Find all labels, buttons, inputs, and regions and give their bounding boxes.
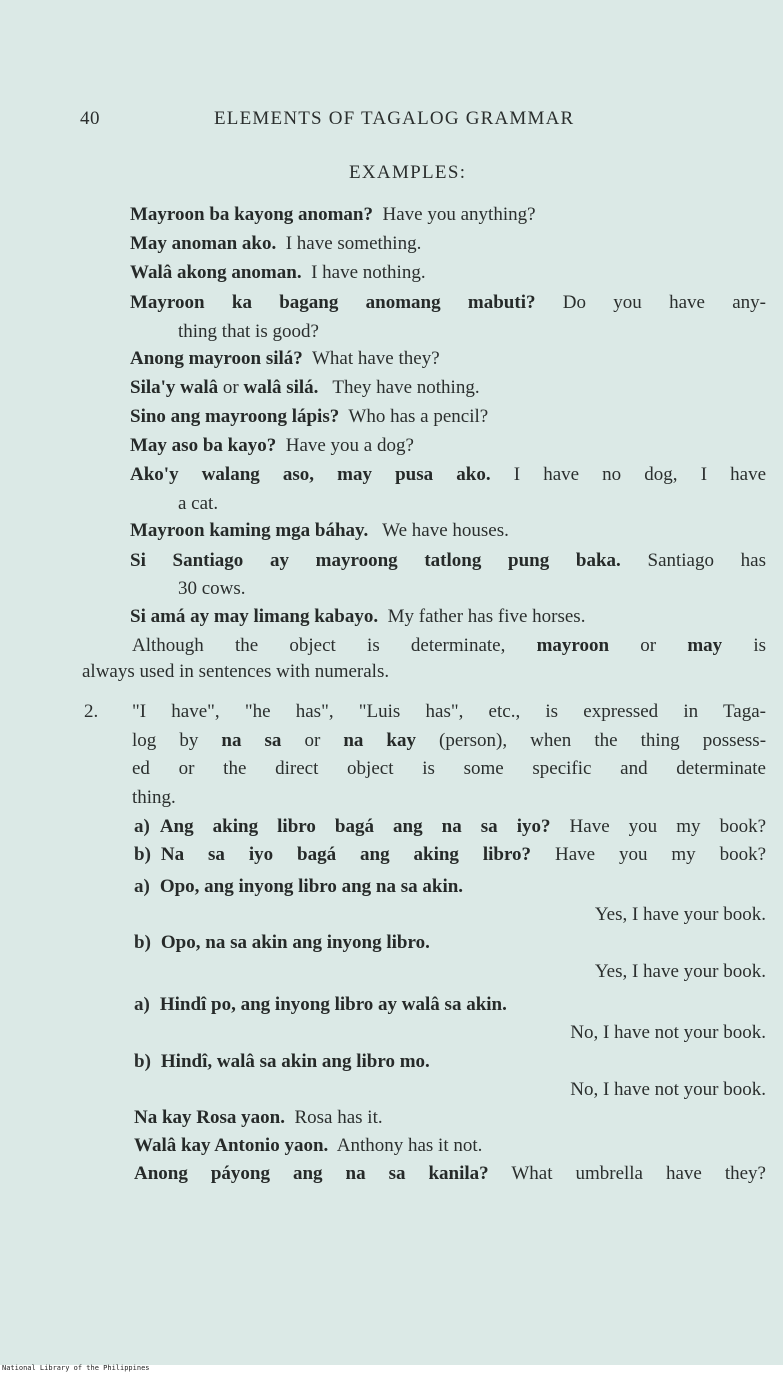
running-title: ELEMENTS OF TAGALOG GRAMMAR [214, 108, 575, 129]
tagalog-text: Sino ang mayroong lápis? [130, 406, 340, 427]
tagalog-text: Mayroon kaming mga báhay. [130, 520, 369, 541]
example-line [130, 463, 766, 487]
tagalog-text: Ako'y walang aso, may pusa ako. [130, 464, 491, 485]
example-continuation: thing that is good? [178, 321, 319, 342]
tagalog-text: Anong mayroon silá? [130, 348, 303, 369]
english-text: I have nothing. [311, 262, 426, 283]
pair-line [134, 1050, 430, 1074]
tagalog-text: Walâ akong anoman. [130, 262, 302, 283]
note-line [132, 634, 766, 658]
english-text: Santiago has [647, 550, 767, 571]
tagalog-text: Walâ kay Antonio yaon. [134, 1135, 329, 1156]
rule-text: (person), when the thing possess- [439, 730, 767, 751]
pair-label: b) [134, 932, 151, 953]
tagalog-text: walâ silá. [243, 377, 319, 398]
example-line [130, 376, 480, 400]
tagalog-text: Si Santiago ay mayroong tatlong pung baka. [130, 550, 621, 571]
english-text: Who has a pencil? [348, 406, 489, 427]
example-continuation: a cat. [178, 493, 219, 514]
english-text: I have something. [285, 233, 422, 254]
example-line [130, 261, 426, 285]
section-heading: EXAMPLES: [349, 162, 467, 183]
pair-translation: No, I have not your book. [570, 1079, 766, 1100]
english-text: Have you a dog? [285, 435, 414, 456]
pair-line [134, 843, 766, 867]
pair-translation: Yes, I have your book. [594, 961, 766, 982]
pair-line [134, 931, 430, 955]
example-line [134, 1134, 482, 1158]
example-line [130, 405, 488, 429]
note-keyword: may [687, 635, 723, 656]
tagalog-text: May anoman ako. [130, 233, 277, 254]
english-text: I have no dog, I have [513, 464, 767, 485]
note-keyword: mayroon [536, 635, 610, 656]
pair-line [134, 875, 463, 899]
english-text: Anthony has it not. [336, 1135, 483, 1156]
english-text: Have you anything? [382, 204, 536, 225]
rule-text: or [304, 730, 321, 751]
english-text: Have you my book? [569, 816, 766, 837]
pair-label: b) [134, 1051, 151, 1072]
example-line [134, 1106, 383, 1130]
example-line [130, 434, 414, 458]
rule-line: "I have", "he has", "Luis has", etc., is expressed in Taga- [132, 701, 766, 722]
pair-translation: Yes, I have your book. [594, 904, 766, 925]
rule-line: thing. [132, 787, 176, 808]
page-number: 40 [80, 108, 100, 129]
note-text: is [753, 635, 767, 656]
tagalog-text: Opo, ang inyong libro ang na sa akin. [159, 876, 464, 897]
pair-label: a) [134, 994, 150, 1015]
example-line [130, 549, 766, 573]
tagalog-text: Sila'y walâ [130, 377, 219, 398]
page-header [0, 108, 783, 136]
english-text: Have you my book? [554, 844, 767, 865]
tagalog-text: Mayroon ka bagang anomang mabuti? [130, 292, 536, 313]
rule-keyword: na kay [343, 730, 416, 751]
tagalog-text: Hindî, walâ sa akin ang libro mo. [160, 1051, 430, 1072]
example-line [134, 1162, 766, 1186]
pair-label: b) [134, 844, 151, 865]
english-text: What have they? [311, 348, 440, 369]
tagalog-text: Mayroon ba kayong anoman? [130, 204, 374, 225]
english-text: We have houses. [382, 520, 509, 541]
tagalog-text: Na sa iyo bagá ang aking libro? [160, 844, 532, 865]
english-text: What umbrella have they? [511, 1163, 766, 1184]
rule-text: log by [132, 730, 199, 751]
tagalog-text: May aso ba kayo? [130, 435, 277, 456]
example-line [130, 519, 509, 543]
pair-label: a) [134, 876, 150, 897]
tagalog-text: Anong páyong ang na sa kanila? [134, 1163, 489, 1184]
pair-translation: No, I have not your book. [570, 1022, 766, 1043]
tagalog-text: Hindî po, ang inyong libro ay walâ sa akin. [159, 994, 507, 1015]
note-line: always used in sentences with numerals. [82, 661, 390, 682]
connector-text: or [218, 377, 244, 398]
library-credit: National Library of the Philippines [2, 1364, 150, 1372]
english-text: They have nothing. [332, 377, 480, 398]
rule-keyword: na sa [221, 730, 282, 751]
rule-line: ed or the direct object is some specific and determinate [132, 758, 766, 779]
rule-number: 2. [84, 701, 99, 722]
pair-line [134, 993, 507, 1017]
rule-line [132, 729, 766, 753]
english-text: Rosa has it. [294, 1107, 383, 1128]
pair-label: a) [134, 816, 150, 837]
note-text: Although the object is determinate, [132, 635, 506, 656]
tagalog-text: Na kay Rosa yaon. [134, 1107, 285, 1128]
example-continuation: 30 cows. [178, 578, 246, 599]
pair-line [134, 815, 766, 839]
example-line [130, 347, 440, 371]
example-line [130, 291, 766, 315]
english-text: Do you have any- [562, 292, 766, 313]
example-line [130, 605, 585, 629]
english-text: My father has five horses. [387, 606, 586, 627]
example-line [130, 203, 536, 227]
tagalog-text: Opo, na sa akin ang inyong libro. [160, 932, 430, 953]
tagalog-text: Si amá ay may limang kabayo. [130, 606, 379, 627]
note-text: or [640, 635, 657, 656]
tagalog-text: Ang aking libro bagá ang na sa iyo? [159, 816, 551, 837]
example-line [130, 232, 421, 256]
